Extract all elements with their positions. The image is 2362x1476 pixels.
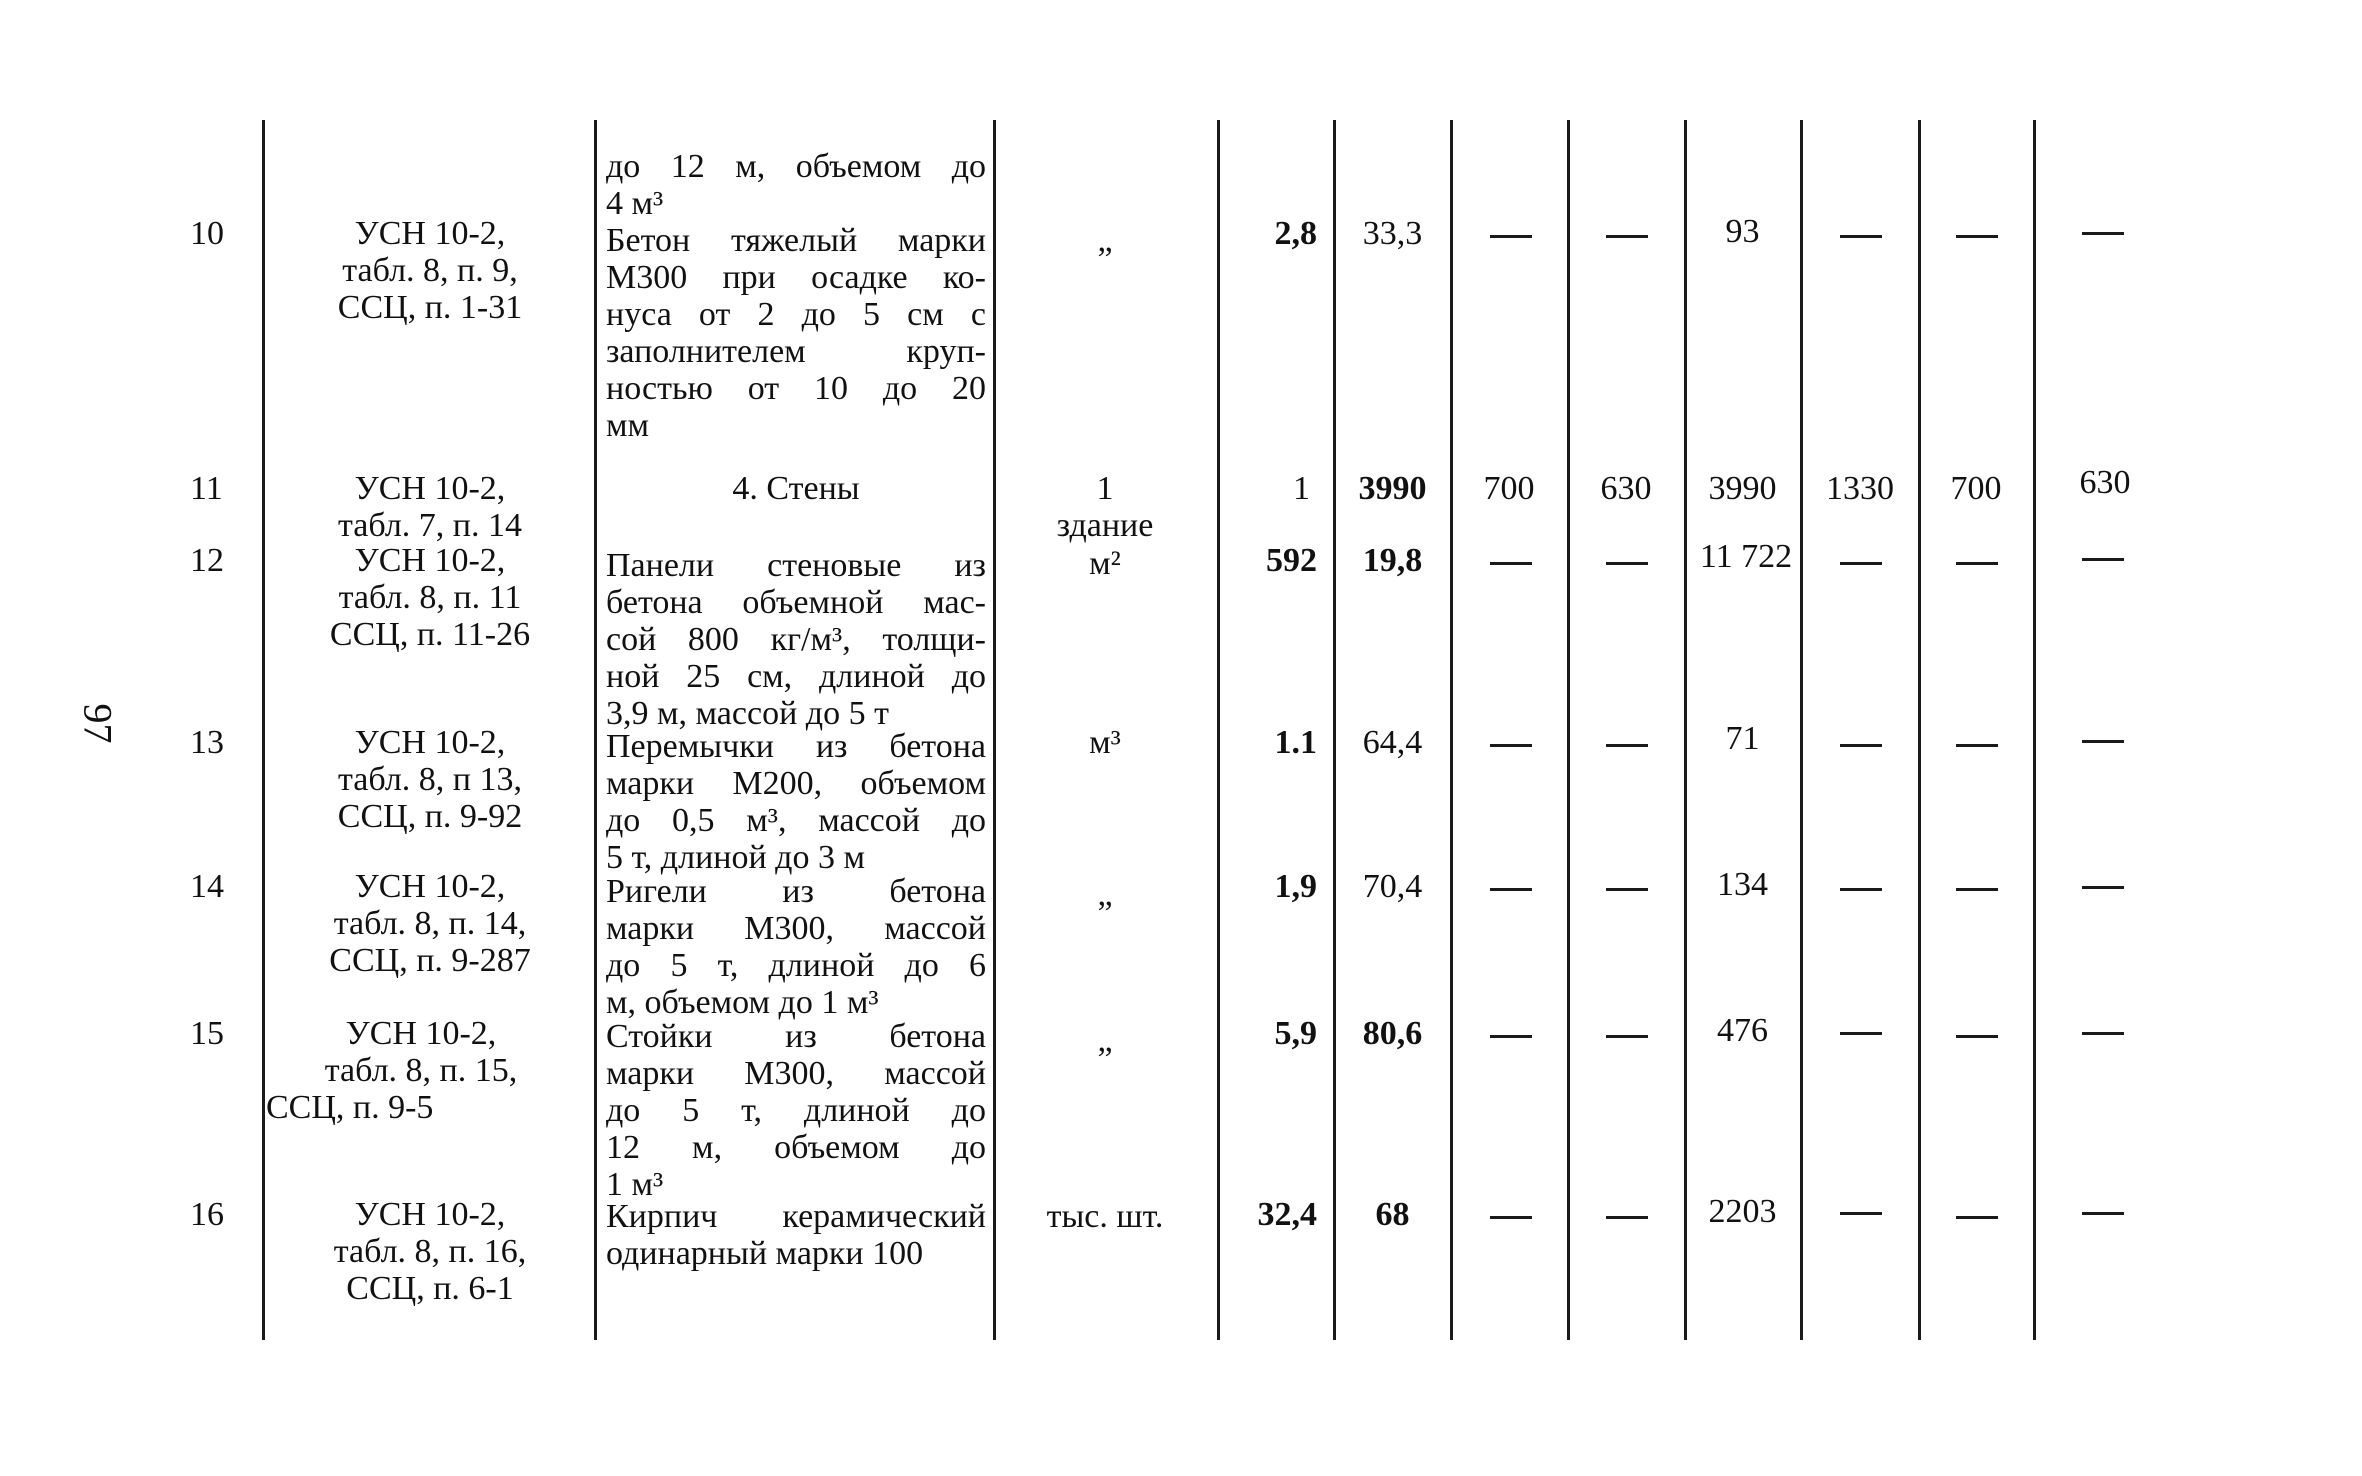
row-number: 13 <box>190 724 224 761</box>
row-quantity: 32,4 <box>1257 1196 1317 1233</box>
row-quantity: 592 <box>1266 542 1317 579</box>
row-description: Панели стеновые из бетона объемной мас- сой 800 кг/м³, толщи- ной 25 см, длиной до 3,9 м, массой до 5 т <box>606 547 986 732</box>
row-price: 19,8 <box>1362 542 1423 579</box>
row-unit: 1 здание <box>1056 470 1154 544</box>
cell-dash <box>1490 888 1532 891</box>
cell-dash <box>1956 1035 1998 1038</box>
cell-value: 11 722 <box>1699 538 1793 575</box>
row-number: 11 <box>190 470 223 507</box>
row-quantity: 1 <box>1293 470 1310 507</box>
cell-value: 700 <box>1950 470 2002 507</box>
row-price: 33,3 <box>1362 215 1423 252</box>
cell-dash <box>1606 888 1648 891</box>
cell-dash <box>1490 235 1532 238</box>
row-number: 12 <box>190 542 224 579</box>
cell-dash <box>1956 235 1998 238</box>
cell-dash <box>1490 1216 1532 1219</box>
cell-dash <box>1956 888 1998 891</box>
cell-value: 3990 <box>1708 470 1777 507</box>
column-rule <box>1217 120 1220 1340</box>
section-heading: 4. Стены <box>732 470 860 507</box>
column-rule <box>1567 120 1570 1340</box>
cell-dash <box>2082 740 2124 743</box>
cell-value: 476 <box>1717 1012 1768 1049</box>
row-description-continuation: до 12 м, объемом до 4 м³ <box>606 148 986 222</box>
cell-dash <box>1606 1035 1648 1038</box>
row-quantity: 5,9 <box>1274 1015 1317 1052</box>
row-reference: УСН 10-2, табл. 8, п. 11 ССЦ, п. 11-26 <box>329 542 531 653</box>
row-unit: м³ <box>1089 724 1121 761</box>
row-price: 64,4 <box>1362 724 1423 761</box>
cell-dash <box>1490 1035 1532 1038</box>
cell-dash <box>1956 562 1998 565</box>
cell-dash <box>1606 562 1648 565</box>
cell-dash <box>2082 886 2124 889</box>
row-reference: УСН 10-2, табл. 8, п 13, ССЦ, п. 9-92 <box>337 724 523 835</box>
cell-value: 93 <box>1725 213 1760 250</box>
row-unit: „ <box>1097 876 1113 913</box>
row-unit: „ <box>1097 222 1113 259</box>
column-rule <box>1684 120 1687 1340</box>
cell-dash <box>1606 1216 1648 1219</box>
cell-value: 700 <box>1483 470 1535 507</box>
cell-dash <box>2082 232 2124 235</box>
page-number: 97 <box>75 703 121 744</box>
row-reference: УСН 10-2, табл. 8, п. 16, ССЦ, п. 6-1 <box>333 1196 527 1307</box>
row-reference: УСН 10-2, табл. 8, п. 15, ССЦ, п. 9-5 <box>266 1015 518 1126</box>
cell-dash <box>2082 1212 2124 1215</box>
cell-dash <box>1840 562 1882 565</box>
row-number: 15 <box>190 1015 224 1052</box>
cell-value: 2203 <box>1708 1193 1777 1230</box>
cell-dash <box>2082 558 2124 561</box>
row-description: Перемычки из бетона марки М200, объемом до 0,5 м³, массой до 5 т, длиной до 3 м <box>606 728 986 876</box>
column-rule <box>993 120 996 1340</box>
column-rule <box>262 120 265 1340</box>
row-quantity: 1.1 <box>1274 724 1317 761</box>
column-rule <box>1918 120 1921 1340</box>
cell-dash <box>1490 562 1532 565</box>
cell-dash <box>1956 744 1998 747</box>
row-price: 3990 <box>1358 470 1427 507</box>
cell-dash <box>1606 235 1648 238</box>
row-quantity: 1,9 <box>1274 868 1317 905</box>
cell-dash <box>1840 888 1882 891</box>
row-price: 80,6 <box>1362 1015 1423 1052</box>
column-rule <box>1450 120 1453 1340</box>
column-rule <box>1333 120 1336 1340</box>
cell-value: 134 <box>1717 866 1768 903</box>
cell-value: 1330 <box>1826 470 1894 507</box>
cell-value: 630 <box>2079 464 2131 501</box>
cell-dash <box>2082 1032 2124 1035</box>
cell-value: 630 <box>1600 470 1652 507</box>
row-unit: „ <box>1097 1022 1113 1059</box>
cell-dash <box>1840 1212 1882 1215</box>
row-number: 10 <box>190 215 224 252</box>
row-unit: м² <box>1089 545 1121 582</box>
column-rule <box>2033 120 2036 1340</box>
row-reference: УСН 10-2, табл. 8, п. 9, ССЦ, п. 1-31 <box>337 215 523 326</box>
cell-dash <box>1840 744 1882 747</box>
row-number: 16 <box>190 1196 224 1233</box>
row-price: 70,4 <box>1362 868 1423 905</box>
row-price: 68 <box>1375 1196 1410 1233</box>
cell-dash <box>1840 235 1882 238</box>
cell-dash <box>1956 1216 1998 1219</box>
row-unit: тыс. шт. <box>1046 1198 1164 1235</box>
row-description: Кирпич керамический одинарный марки 100 <box>606 1198 986 1272</box>
row-description: Ригели из бетона марки М300, массой до 5 т, длиной до 6 м, объемом до 1 м³ <box>606 873 986 1021</box>
cell-dash <box>1606 744 1648 747</box>
cell-dash <box>1490 744 1532 747</box>
row-reference: УСН 10-2, табл. 8, п. 14, ССЦ, п. 9-287 <box>329 868 531 979</box>
row-description: Бетон тяжелый марки М300 при осадке ко- нуса от 2 до 5 см с заполнителем круп- ностью от 10 до 20 мм <box>606 222 986 444</box>
cell-value: 71 <box>1725 720 1760 757</box>
row-reference: УСН 10-2, табл. 7, п. 14 <box>338 470 522 544</box>
cell-dash <box>1840 1032 1882 1035</box>
column-rule <box>1800 120 1803 1340</box>
row-description: Стойки из бетона марки М300, массой до 5 т, длиной до 12 м, объемом до 1 м³ <box>606 1018 986 1203</box>
row-number: 14 <box>190 868 224 905</box>
column-rule <box>594 120 597 1340</box>
row-quantity: 2,8 <box>1274 215 1317 252</box>
